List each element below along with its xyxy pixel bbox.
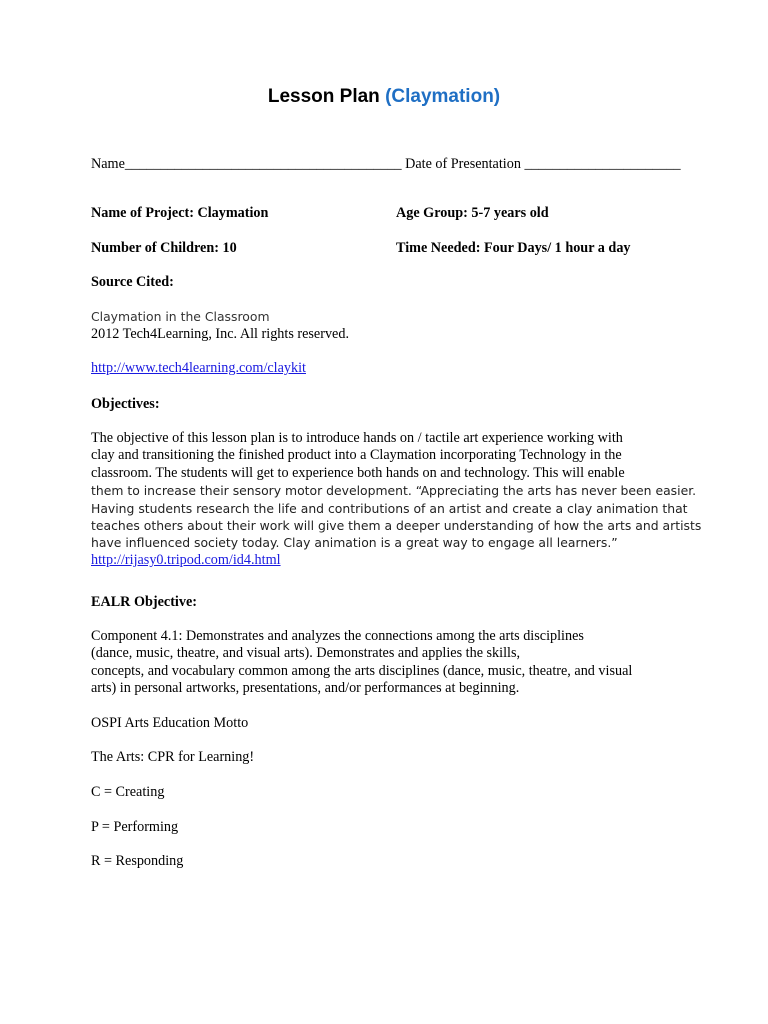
objectives-heading: Objectives:: [91, 396, 160, 412]
motto-item-creating: C = Creating: [91, 784, 165, 800]
source-link[interactable]: http://www.tech4learning.com/claykit: [91, 360, 306, 376]
title-main: Lesson Plan: [267, 86, 380, 107]
motto-item-performing: P = Performing: [91, 819, 179, 835]
motto-label: OSPI Arts Education Motto: [91, 715, 249, 731]
source-copyright: 2012 Tech4Learning, Inc. All rights reserved.: [91, 326, 349, 342]
objectives-paragraph: [91, 430, 702, 569]
objectives-link-row: [91, 552, 691, 569]
objectives-line: have influenced society today. Clay animation is a great way to engage all learners.”: [91, 535, 618, 551]
ealr-line: concepts, and vocabulary common among the arts disciplines (dance, music, theatre, and visual: [91, 662, 633, 679]
objectives-link[interactable]: http://rijasy0.tripod.com/id4.html: [91, 551, 281, 568]
ealr-heading: EALR Objective:: [91, 594, 197, 610]
ealr-paragraph: [91, 628, 691, 698]
objectives-line: clay and transitioning the finished product into a Claymation incorporating Technology in the: [91, 447, 622, 464]
name-date-line: [91, 156, 681, 174]
name-blank: _______________________________________: [124, 156, 402, 172]
name-label: Name: [91, 156, 125, 172]
source-title: Claymation in the Classroom: [91, 309, 270, 324]
objectives-line: The objective of this lesson plan is to introduce hands on / tactile art experience working with: [91, 430, 623, 446]
page-title: [0, 86, 768, 108]
age-group: Age Group: 5-7 years old: [396, 205, 549, 221]
number-of-children: Number of Children: 10: [91, 240, 237, 256]
ealr-line: arts) in personal artworks, presentations, and/or performances at beginning.: [91, 680, 520, 697]
motto-item-responding: R = Responding: [91, 853, 184, 869]
date-blank: ______________________: [524, 156, 681, 172]
motto-tagline: The Arts: CPR for Learning!: [91, 749, 255, 765]
ealr-line: Component 4.1: Demonstrates and analyzes the connections among the arts disciplines: [91, 628, 584, 644]
objectives-line: classroom. The students will get to experience both hands on and technology. This will enable: [91, 464, 625, 481]
objectives-line: teaches others about their work will give them a deeper understanding of how the arts and artists: [91, 518, 702, 534]
title-accent: (Claymation): [385, 86, 501, 107]
objectives-line: them to increase their sensory motor development. “Appreciating the arts has never been easier.: [91, 483, 697, 499]
source-link-row: [91, 360, 306, 378]
objectives-line: Having students research the life and contributions of an artist and create a clay animation that: [91, 500, 688, 516]
time-needed: Time Needed: Four Days/ 1 hour a day: [396, 240, 631, 256]
project-name: Name of Project: Claymation: [91, 205, 269, 221]
source-heading: Source Cited:: [91, 274, 174, 290]
date-label: Date of Presentation: [401, 156, 525, 172]
ealr-line: (dance, music, theatre, and visual arts). Demonstrates and applies the skills,: [91, 645, 521, 662]
